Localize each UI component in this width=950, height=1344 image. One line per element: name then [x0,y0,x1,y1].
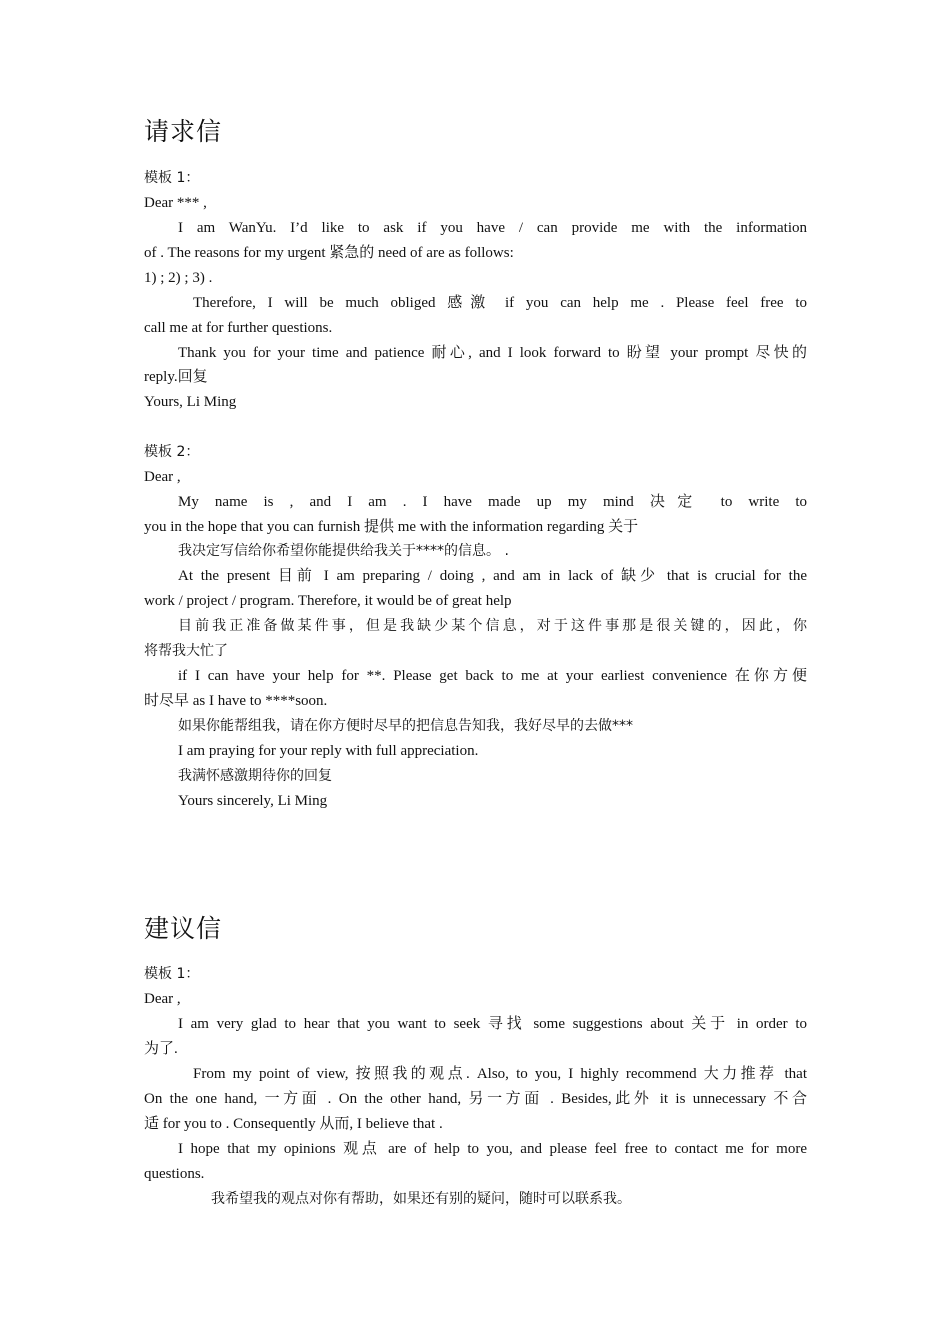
template-label: 模板 1： [144,966,200,982]
letter-line: 时尽早 as I have to ****soon. [144,693,328,709]
letter-line: reply.回复 [144,369,208,385]
letter-line: call me at for further questions. [144,320,333,336]
section-title-request-letter: 请求信 [144,117,223,146]
letter-line: of . The reasons for my urgent 紧急的 need of are as follows: [144,245,514,261]
section-title-suggestion-letter: 建议信 [144,914,223,943]
letter-line: I am very glad to hear that you want to seek 寻找 some suggestions about 关于 in order to [178,1016,807,1032]
letter-line: From my point of view, 按照我的观点. Also, to you, I highly recommend 大力推荐 that [193,1066,807,1082]
letter-line: 适 for you to . Consequently 从而, I believe that . [144,1116,443,1132]
letter-line: 目前我正准备做某件事，但是我缺少某个信息，对于这件事那是很关键的，因此，你 [178,618,807,634]
letter-signature: Yours sincerely, Li Ming [178,793,328,809]
letter-line: Dear , [144,991,181,1007]
letter-line: 我希望我的观点对你有帮助，如果还有别的疑问，随时可以联系我。 [211,1191,631,1207]
letter-line: I am WanYu. I’d like to ask if you have / can provide me with the information [178,220,807,236]
letter-line: work / project / program. Therefore, it would be of great help [144,593,512,609]
letter-line: you in the hope that you can furnish 提供 me with the information regarding 关于 [144,519,639,535]
letter-line: 如果你能帮组我，请在你方便时尽早的把信息告知我，我好尽早的去做*** [178,718,633,734]
letter-signature: Yours, Li Ming [144,394,237,410]
letter-line: 为了. [144,1041,178,1057]
letter-line: 我决定写信给你希望你能提供给我关于****的信息。 . [178,543,509,559]
letter-line: Dear *** , [144,195,207,211]
letter-line: At the present 目前 I am preparing / doing , and am in lack of 缺少 that is crucial for the [178,568,807,584]
letter-line: Therefore, I will be much obliged 感激 if you can help me . Please feel free to [193,295,807,311]
letter-line: if I can have your help for **. Please get back to me at your earliest convenience 在你方便 [178,668,807,684]
letter-line: Thank you for your time and patience 耐心, and I look forward to 盼望 your prompt 尽快的 [178,345,807,361]
letter-line: I am praying for your reply with full appreciation. [178,743,479,759]
letter-line: 我满怀感激期待你的回复 [178,768,332,784]
letter-line: 1) ; 2) ; 3) . [144,270,213,286]
letter-line: 将帮我大忙了 [144,643,228,659]
letter-line: My name is , and I am . I have made up my mind 决定 to write to [178,494,807,510]
letter-line: I hope that my opinions 观点 are of help to you, and please feel free to contact me for more [178,1141,807,1157]
letter-line: On the one hand, 一方面 . On the other hand, 另一方面 . Besides,此外 it is unnecessary 不合 [144,1091,807,1107]
template-label: 模板 1： [144,170,200,186]
letter-line: questions. [144,1166,205,1182]
letter-line: Dear , [144,469,181,485]
template-label: 模板 2： [144,444,200,460]
